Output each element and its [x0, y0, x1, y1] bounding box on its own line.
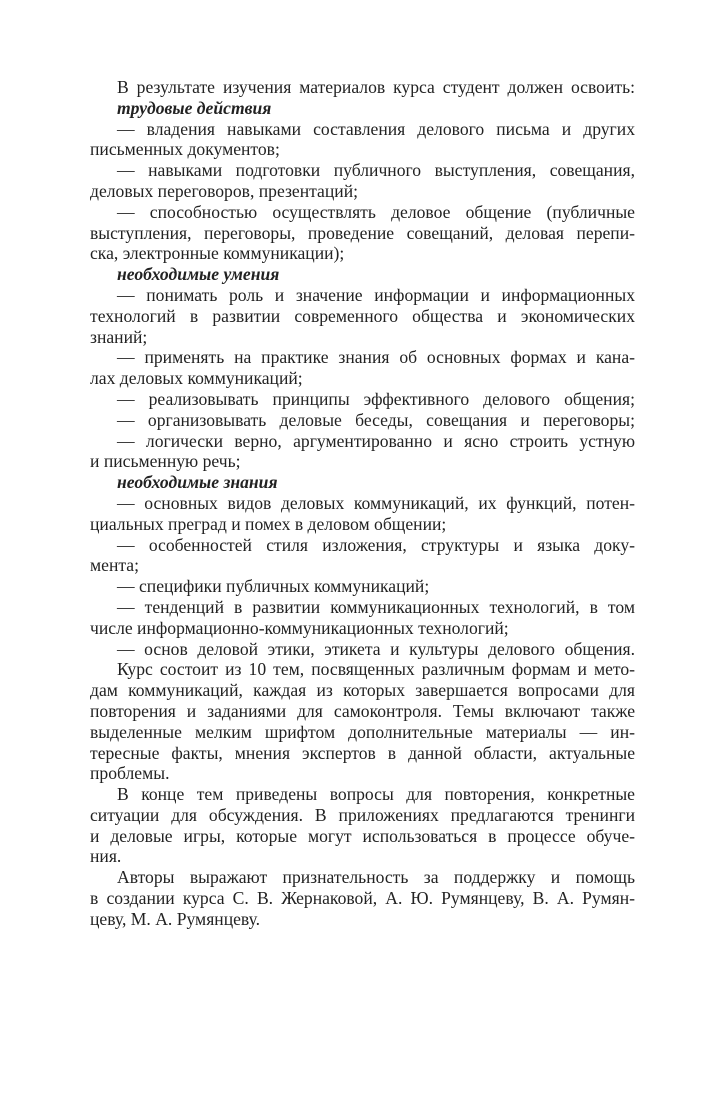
text-line: повторения и заданиями для самоконтроля. Темы включают также	[90, 700, 635, 721]
text-line: и деловые игры, которые могут использоваться в процессе обуче-	[90, 825, 635, 846]
text-line: тересные факты, мнения экспертов в данной области, актуальные	[90, 742, 635, 763]
text-line: — применять на практике знания об основных формах и кана-	[117, 347, 635, 368]
text-line: знаний;	[90, 326, 148, 347]
text-line: ния.	[90, 846, 122, 867]
section-heading: необходимые умения	[117, 264, 280, 285]
text-line: выделенные мелким шрифтом дополнительные материалы — ин-	[90, 721, 635, 742]
text-line: мента;	[90, 555, 139, 576]
text-line: ситуации для обсуждения. В приложениях предлагаются тренинги	[90, 804, 635, 825]
section-heading: трудовые действия	[117, 97, 272, 118]
text-line: — специфики публичных коммуникаций;	[117, 576, 430, 597]
text-line: проблемы.	[90, 763, 170, 784]
text-line: цеву, М. А. Румянцеву.	[90, 908, 261, 929]
text-line: и письменную речь;	[90, 451, 241, 472]
text-line: в создании курса С. В. Жернаковой, А. Ю. Румянцеву, В. А. Румян-	[90, 888, 635, 909]
text-line: — логически верно, аргументированно и ясно строить устную	[117, 430, 635, 451]
text-line: выступления, переговоры, проведение совещаний, деловая перепи-	[90, 222, 635, 243]
text-line: — особенностей стиля изложения, структуры и языка доку-	[117, 534, 635, 555]
text-line: письменных документов;	[90, 139, 280, 160]
text-line: В результате изучения материалов курса студент должен освоить:	[117, 77, 635, 97]
text-line: В конце тем приведены вопросы для повторения, конкретные	[117, 784, 635, 805]
text-line: циальных преград и помех в деловом общении;	[90, 513, 447, 534]
text-line: — реализовывать принципы эффективного делового общения;	[117, 388, 635, 409]
text-line: лах деловых коммуникаций;	[90, 368, 303, 389]
text-line: — владения навыками составления делового письма и других	[117, 118, 635, 139]
page-text	[90, 77, 635, 930]
text-line: деловых переговоров, презентаций;	[90, 180, 359, 201]
text-line: Авторы выражают признательность за поддержку и помощь	[117, 867, 635, 888]
text-line: — способностью осуществлять деловое общение (публичные	[117, 201, 635, 222]
text-line: — организовывать деловые беседы, совещания и переговоры;	[117, 409, 635, 430]
section-heading: необходимые знания	[117, 472, 278, 493]
text-line: дам коммуникаций, каждая из которых завершается вопросами для	[90, 680, 635, 701]
text-line: — навыками подготовки публичного выступления, совещания,	[117, 160, 635, 181]
text-line: — основ деловой этики, этикета и культуры делового общения.	[117, 638, 635, 659]
text-line: Курс состоит из 10 тем, посвященных различным формам и мето-	[117, 659, 635, 680]
text-line: — тенденций в развитии коммуникационных технологий, в том	[117, 596, 635, 617]
text-line: ска, электронные коммуникации);	[90, 243, 345, 264]
text-line: технологий в развитии современного общества и экономических	[90, 305, 635, 326]
text-line: числе информационно-коммуникационных технологий;	[90, 617, 509, 638]
text-line: — основных видов деловых коммуникаций, их функций, потен-	[117, 492, 635, 513]
text-line: — понимать роль и значение информации и информационных	[117, 284, 635, 305]
